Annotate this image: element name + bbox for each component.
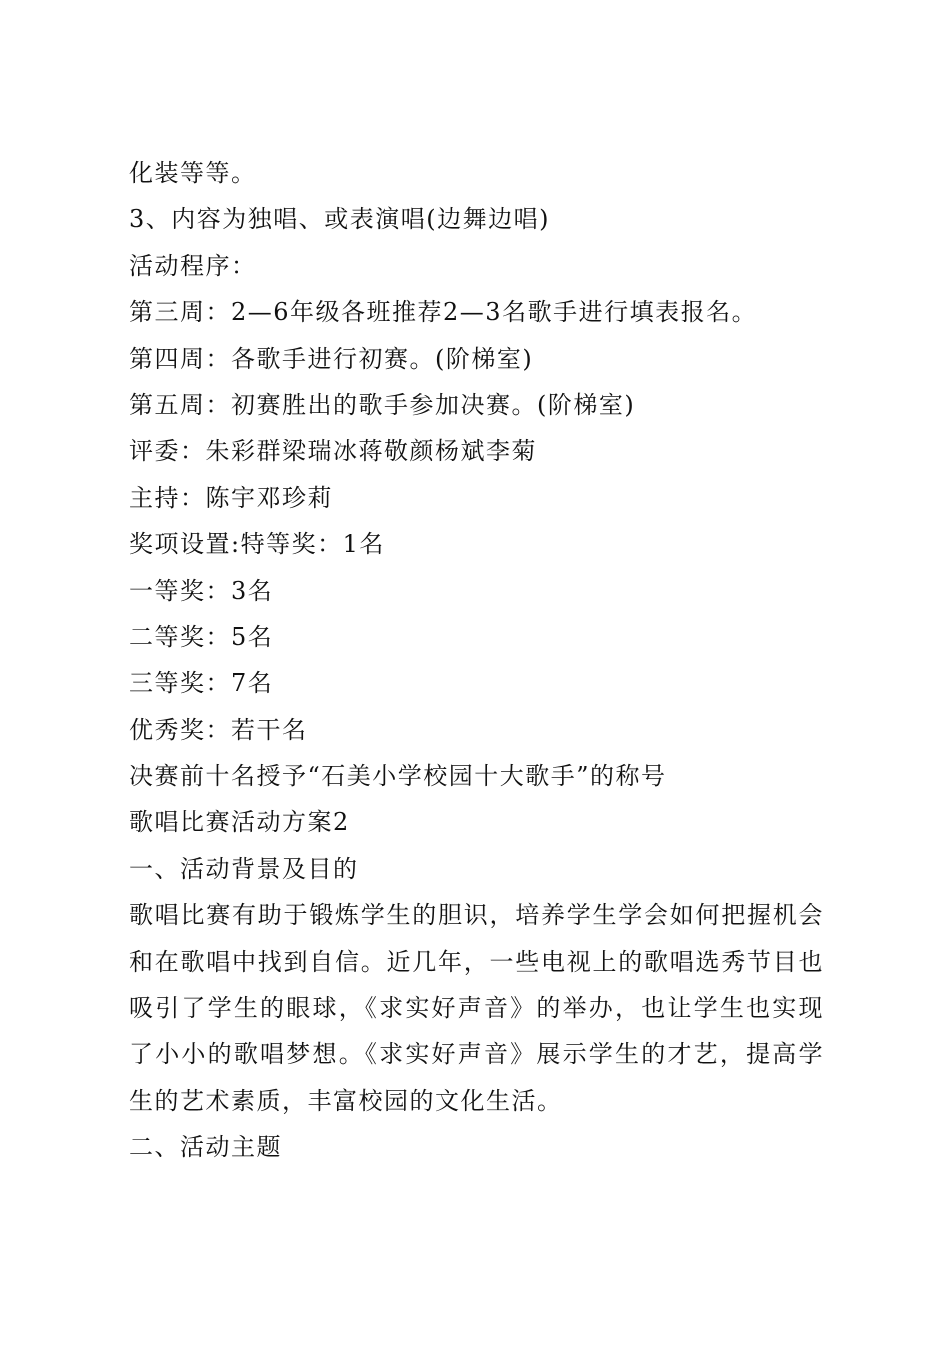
section-heading: 二、活动主题 xyxy=(129,1133,282,1162)
award-excellence: 优秀奖：若干名 xyxy=(129,715,308,744)
document-body xyxy=(129,150,824,1171)
award-title-note: 决赛前十名授予“石美小学校园十大歌手”的称号 xyxy=(129,762,667,791)
judges-line: 评委：朱彩群梁瑞冰蒋敬颜杨斌李菊 xyxy=(129,437,537,466)
award-third: 三等奖：7名 xyxy=(129,669,274,698)
paragraph-line: 了小小的歌唱梦想。《求实好声音》展示学生的才艺，提高学 xyxy=(129,1040,824,1069)
section-heading: 活动程序： xyxy=(129,251,257,280)
paragraph-line: 吸引了学生的眼球，《求实好声音》的举办，也让学生也实现 xyxy=(129,994,824,1023)
award-second: 二等奖：5名 xyxy=(129,622,274,651)
paragraph-line: 歌唱比赛有助于锻炼学生的胆识，培养学生学会如何把握机会 xyxy=(129,901,824,930)
paragraph-line: 和在歌唱中找到自信。近几年，一些电视上的歌唱选秀节目也 xyxy=(129,947,824,976)
award-special: 奖项设置:特等奖：1名 xyxy=(129,530,385,559)
paragraph-line: 生的艺术素质，丰富校园的文化生活。 xyxy=(129,1086,563,1115)
schedule-week-5: 第五周：初赛胜出的歌手参加决赛。(阶梯室) xyxy=(129,390,636,419)
background-paragraph xyxy=(129,892,824,1124)
plan-2-title: 歌唱比赛活动方案2 xyxy=(129,808,350,837)
schedule-week-4: 第四周：各歌手进行初赛。(阶梯室) xyxy=(129,344,534,373)
text-line: 化装等等。 xyxy=(129,159,257,187)
hosts-line: 主持：陈宇邓珍莉 xyxy=(129,483,333,512)
schedule-week-3: 第三周：2—6年级各班推荐2—3名歌手进行填表报名。 xyxy=(129,298,758,327)
text-line: 3、内容为独唱、或表演唱(边舞边唱) xyxy=(129,205,550,234)
section-heading: 一、活动背景及目的 xyxy=(129,854,359,883)
award-first: 一等奖：3名 xyxy=(129,576,274,605)
